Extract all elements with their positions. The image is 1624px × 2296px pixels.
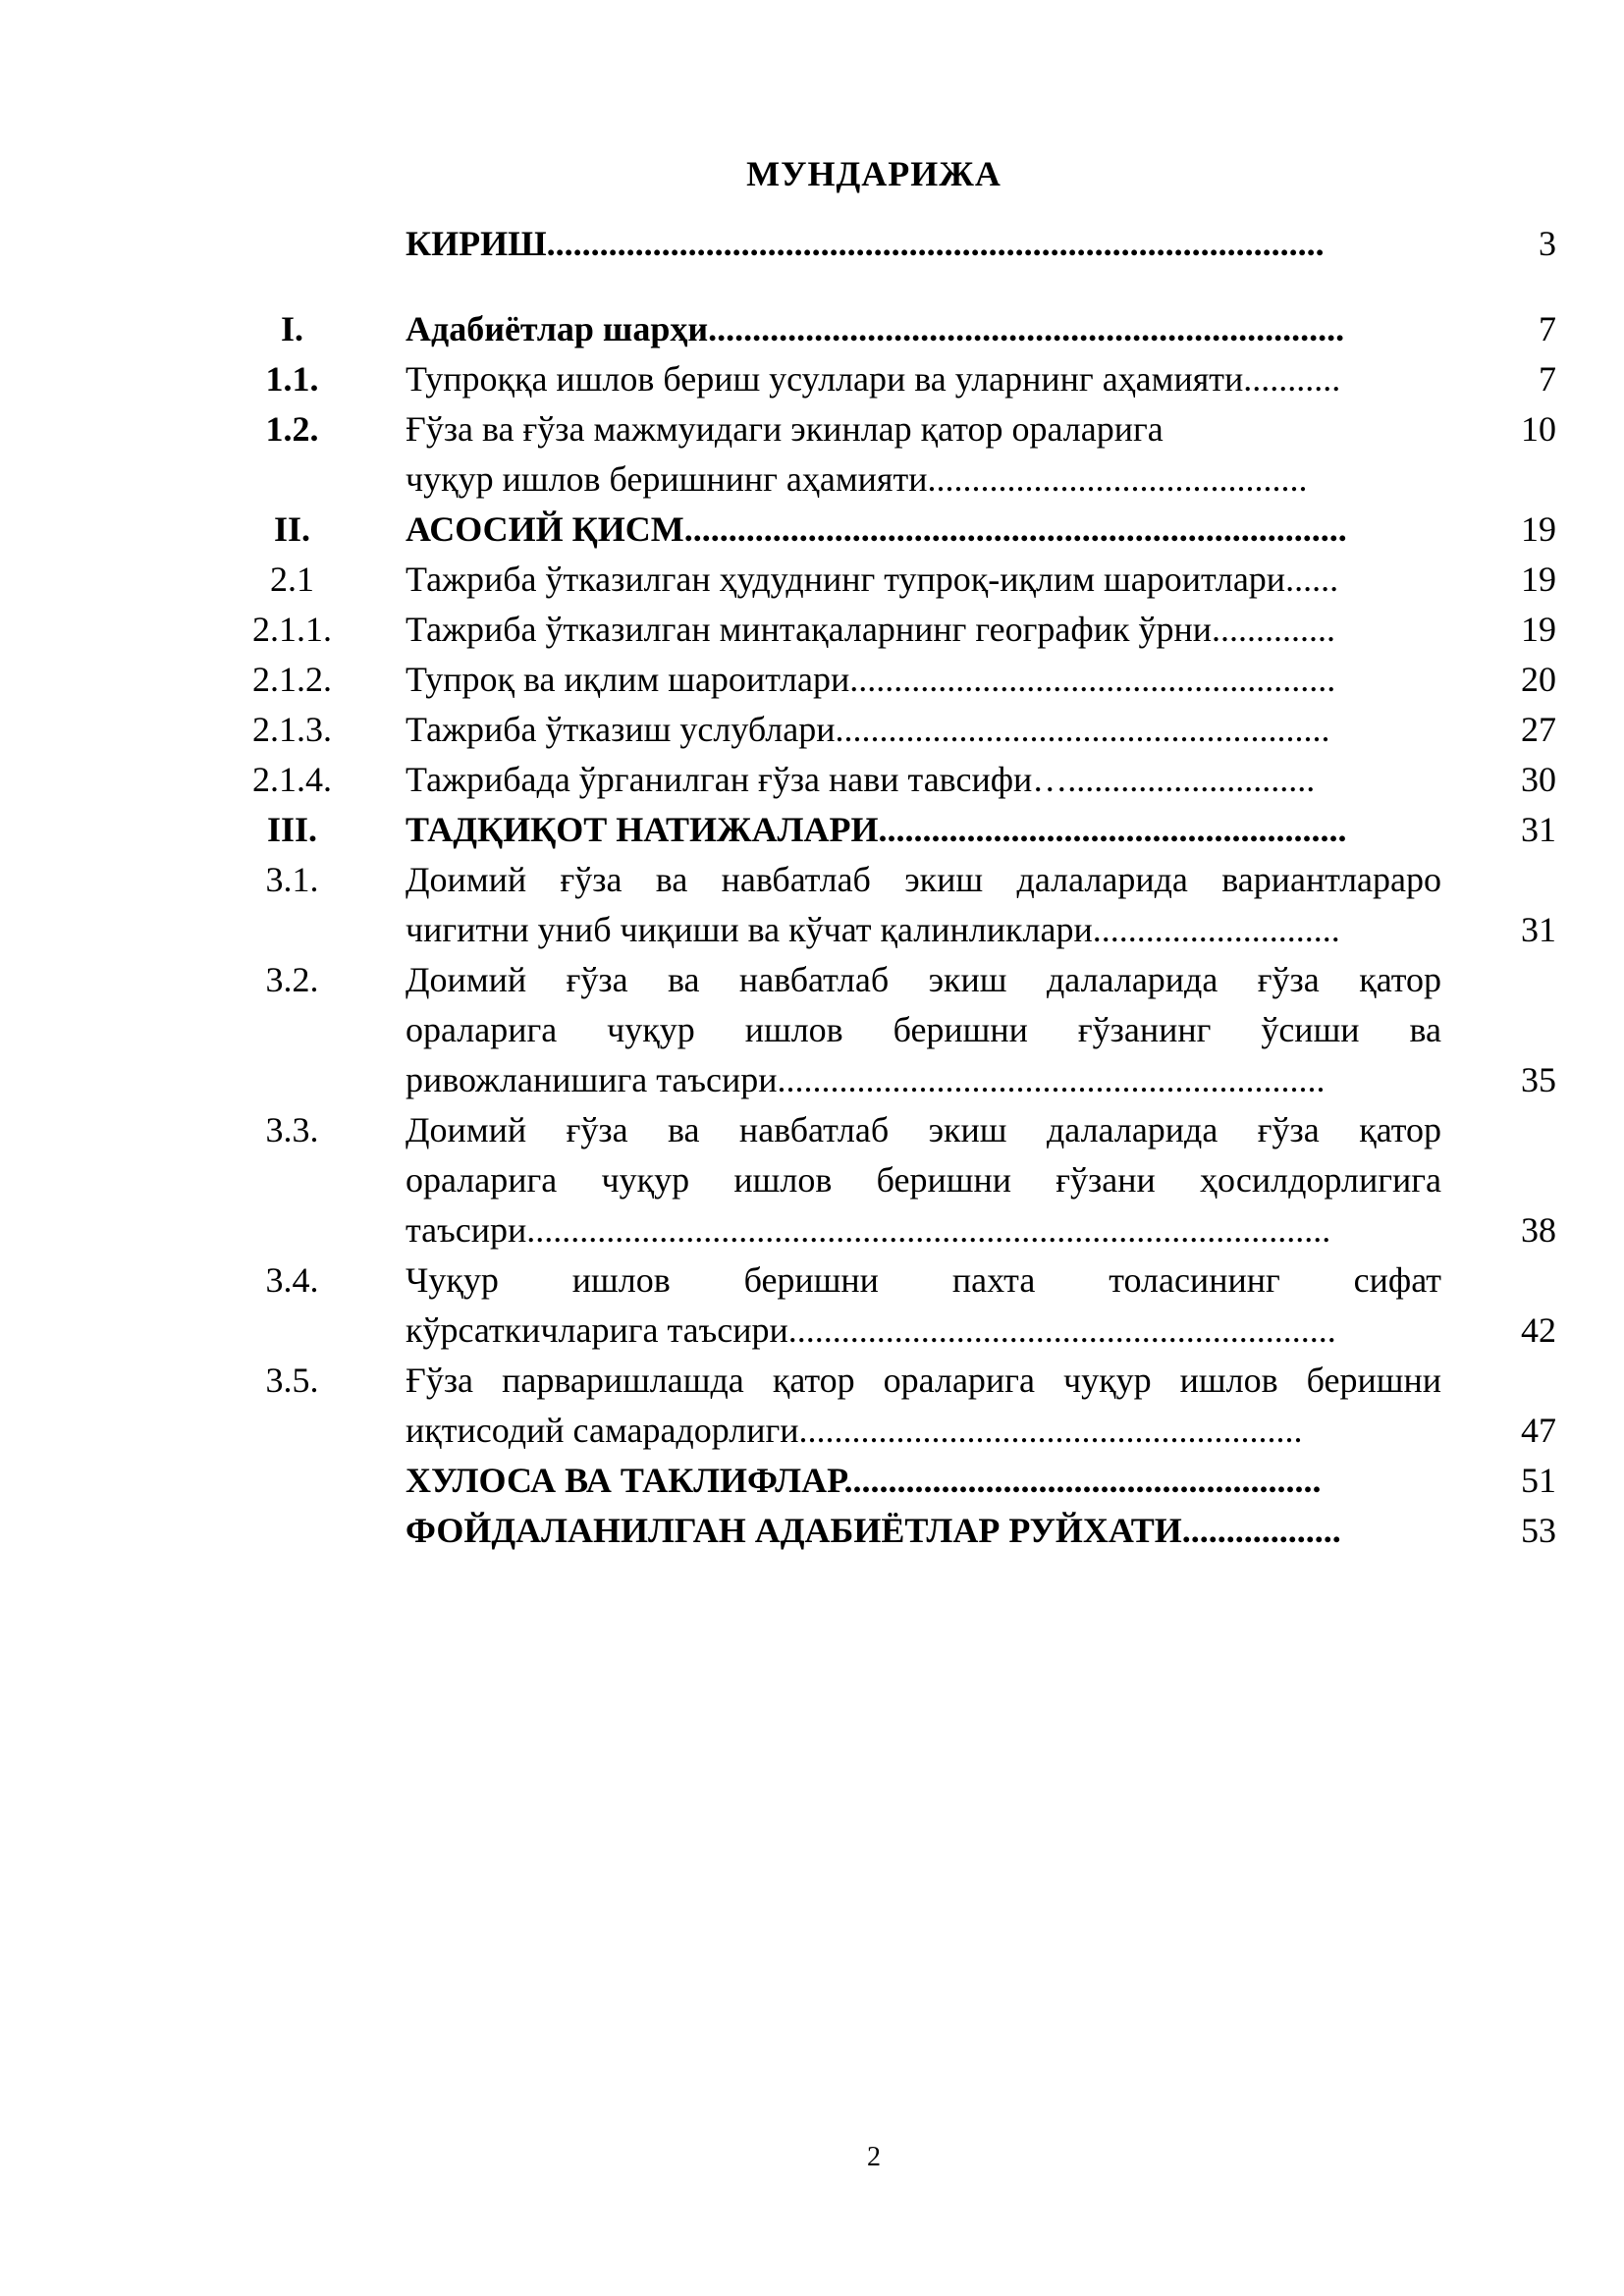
toc-entry-text: иқтисодий самарадорлиги......................................................... bbox=[406, 1411, 1303, 1450]
toc-row bbox=[0, 454, 1624, 505]
toc-entry-text: КИРИШ........................................................................................ bbox=[406, 224, 1325, 263]
toc-page-number: 38 bbox=[1521, 1210, 1556, 1250]
toc-section-number: 3.4. bbox=[265, 1260, 319, 1300]
toc-entry-text: ораларига чуқур ишлов беришни ғўзанинг ўсиши ва bbox=[406, 1010, 1441, 1049]
toc-section-number: 2.1.3. bbox=[252, 710, 332, 749]
toc-entry-text: ривожланишига таъсири.............................................................. bbox=[406, 1060, 1326, 1099]
toc-row bbox=[0, 604, 1624, 655]
toc-row bbox=[0, 403, 1624, 454]
toc-page-number: 51 bbox=[1521, 1461, 1556, 1500]
toc-entry-text: Тажрибада ўрганилган ғўза нави тавсифи…............................ bbox=[406, 760, 1316, 799]
toc-row bbox=[0, 218, 1624, 269]
toc-row bbox=[0, 1204, 1624, 1255]
toc-entry-text: Тажриба ўтказилган минтақаларнинг географик ўрни.............. bbox=[406, 610, 1336, 649]
toc-section-number: III. bbox=[266, 810, 318, 849]
toc-section-number: 1.2. bbox=[265, 409, 319, 449]
toc-entry-text: ФОЙДАЛАНИЛГАН АДАБИЁТЛАР РУЙХАТИ.................. bbox=[406, 1511, 1341, 1550]
toc-section-number: 3.2. bbox=[265, 960, 319, 999]
toc-section-number: 3.5. bbox=[265, 1361, 319, 1400]
toc-row bbox=[0, 504, 1624, 555]
toc-entry-text: АСОСИЙ ҚИСМ........................................................................... bbox=[406, 509, 1347, 549]
toc-page-number: 30 bbox=[1521, 760, 1556, 799]
toc-section-number: II. bbox=[273, 509, 311, 549]
toc-entry-text: чуқур ишлов беришнинг аҳамияти........................................... bbox=[406, 459, 1308, 499]
toc-entry-text: Доимий ғўза ва навбатлаб экиш далаларида вариантлараро bbox=[406, 860, 1441, 899]
toc-entry-text: Адабиётлар шарҳи........................................................................ bbox=[406, 309, 1345, 348]
toc-page-number: 42 bbox=[1521, 1310, 1556, 1350]
toc-page-number: 7 bbox=[1539, 359, 1556, 399]
toc-page-number: 35 bbox=[1521, 1060, 1556, 1099]
toc-section-number: 2.1.1. bbox=[252, 610, 332, 649]
toc-row bbox=[0, 754, 1624, 805]
toc-entry-text: Доимий ғўза ва навбатлаб экиш далаларида ғўза қатор bbox=[406, 960, 1441, 999]
toc-row bbox=[0, 303, 1624, 354]
page-number: 2 bbox=[867, 2142, 881, 2172]
toc-row bbox=[0, 1104, 1624, 1155]
toc-row bbox=[0, 1154, 1624, 1205]
toc-entry-text: Тажриба ўтказиш услублари........................................................ bbox=[406, 710, 1330, 749]
toc-page-number: 3 bbox=[1539, 224, 1556, 263]
toc-entry-text: Тупроқ ва иқлим шароитлари....................................................... bbox=[406, 660, 1336, 699]
toc-page-number: 31 bbox=[1521, 910, 1556, 949]
toc-entry-text: ХУЛОСА ВА ТАКЛИФЛАР...................................................... bbox=[406, 1461, 1322, 1500]
toc-section-number: 2.1 bbox=[270, 560, 314, 599]
page-title: МУНДАРИЖА bbox=[746, 154, 1001, 193]
toc-row bbox=[0, 1305, 1624, 1356]
toc-page-number: 53 bbox=[1521, 1511, 1556, 1550]
toc-section-number: 2.1.2. bbox=[252, 660, 332, 699]
toc-row bbox=[0, 854, 1624, 905]
toc-row bbox=[0, 654, 1624, 705]
toc-entry-text: Тажриба ўтказилган ҳудуднинг тупроқ-иқлим шароитлари...... bbox=[406, 560, 1339, 599]
toc-row bbox=[0, 1355, 1624, 1406]
toc-page-number: 20 bbox=[1521, 660, 1556, 699]
toc-row bbox=[0, 904, 1624, 955]
toc-section-number: I. bbox=[280, 309, 303, 348]
toc-row bbox=[0, 1255, 1624, 1306]
toc-row bbox=[0, 954, 1624, 1005]
toc-entry-text: ораларига чуқур ишлов беришни ғўзани ҳосилдорлигига bbox=[406, 1160, 1441, 1200]
toc-row bbox=[0, 554, 1624, 605]
toc-section-number: 2.1.4. bbox=[252, 760, 332, 799]
toc-page-number: 19 bbox=[1521, 560, 1556, 599]
toc-page-number: 19 bbox=[1521, 509, 1556, 549]
toc-row bbox=[0, 804, 1624, 855]
toc-page-number: 27 bbox=[1521, 710, 1556, 749]
toc-page-number: 31 bbox=[1521, 810, 1556, 849]
toc-section-number: 3.1. bbox=[265, 860, 319, 899]
toc-entry-text: ТАДҚИҚОТ НАТИЖАЛАРИ..................................................... bbox=[406, 810, 1347, 849]
toc-page-number: 19 bbox=[1521, 610, 1556, 649]
toc-row bbox=[0, 353, 1624, 404]
toc-entry-text: чигитни униб чиқиши ва кўчат қалинликлари............................ bbox=[406, 910, 1340, 949]
toc-entry-text: таъсири........................................................................................... bbox=[406, 1210, 1331, 1250]
toc-page-number: 7 bbox=[1539, 309, 1556, 348]
toc-row bbox=[0, 1505, 1624, 1556]
toc-entry-text: Ғўза ва ғўза мажмуидаги экинлар қатор ораларига bbox=[406, 409, 1164, 449]
toc-row bbox=[0, 1004, 1624, 1055]
toc-row bbox=[0, 1455, 1624, 1506]
toc-section-number: 1.1. bbox=[265, 359, 319, 399]
toc-entry-text: Тупроққа ишлов бериш усуллари ва уларнинг аҳамияти........... bbox=[406, 359, 1341, 399]
toc-page-number: 10 bbox=[1521, 409, 1556, 449]
toc-entry-text: Ғўза парваришлашда қатор ораларига чуқур ишлов беришни bbox=[406, 1361, 1441, 1400]
toc-row bbox=[0, 1054, 1624, 1105]
toc-row bbox=[0, 1405, 1624, 1456]
toc-section-number: 3.3. bbox=[265, 1110, 319, 1149]
toc-entry-text: Чуқур ишлов беришни пахта толасининг сифат bbox=[406, 1260, 1441, 1300]
toc-page-number: 47 bbox=[1521, 1411, 1556, 1450]
toc-row bbox=[0, 704, 1624, 755]
toc-entry-text: Доимий ғўза ва навбатлаб экиш далаларида ғўза қатор bbox=[406, 1110, 1441, 1149]
toc-entry-text: кўрсаткичларига таъсири.............................................................. bbox=[406, 1310, 1336, 1350]
